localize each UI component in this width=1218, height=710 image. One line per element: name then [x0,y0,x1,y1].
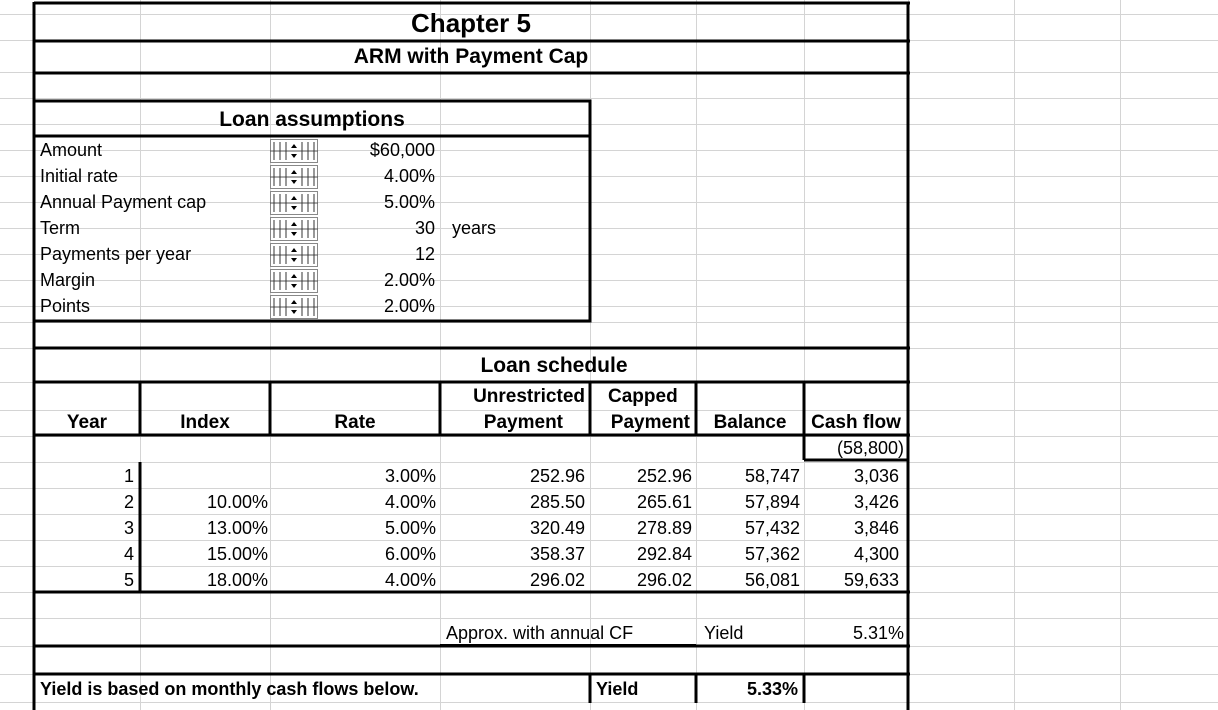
assumption-label: Term [40,218,80,238]
cell-unrestricted[interactable]: 296.02 [529,570,585,590]
col-header-unrestricted-1: Unrestricted [473,386,585,407]
cell-capped[interactable]: 292.84 [636,544,692,564]
cell-balance[interactable]: 57,894 [744,492,800,512]
cell-unrestricted[interactable]: 252.96 [529,466,585,486]
cell-year[interactable]: 2 [123,492,134,512]
cell-capped[interactable]: 296.02 [636,570,692,590]
sheet-subtitle: ARM with Payment Cap [353,45,589,68]
cell-year[interactable]: 1 [123,466,134,486]
assumption-label: Payments per year [40,244,192,264]
cell-balance[interactable]: 57,432 [744,518,800,538]
cell-cashflow[interactable]: 3,426 [853,492,899,512]
sheet-title: Chapter 5 [411,8,531,38]
cell-year[interactable]: 3 [123,518,134,538]
spinner-margin[interactable] [270,269,318,293]
assumption-label: Annual Payment cap [40,192,207,212]
cell-rate[interactable]: 4.00% [384,570,436,590]
assumption-unit: years [452,218,497,238]
cell-capped[interactable]: 278.89 [636,518,692,538]
annual-yield-label: Yield [704,623,744,643]
col-header-balance: Balance [713,412,787,433]
col-header-capped-2: Payment [610,412,690,433]
assumption-value[interactable]: 12 [414,244,435,264]
spinner-initial-rate[interactable] [270,165,318,189]
cell-index[interactable]: 18.00% [206,570,268,590]
cell-rate[interactable]: 3.00% [384,466,436,486]
col-header-capped-1: Capped [608,386,678,407]
col-header-index: Index [180,412,230,433]
cell-unrestricted[interactable]: 320.49 [529,518,585,538]
assumption-value[interactable]: 4.00% [383,166,435,186]
spinner-payment-cap[interactable] [270,191,318,215]
cell-index[interactable]: 10.00% [206,492,268,512]
assumptions-header: Loan assumptions [219,108,405,131]
assumption-label: Initial rate [40,166,119,186]
cell-year[interactable]: 4 [123,544,134,564]
assumption-value[interactable]: 5.00% [383,192,435,212]
assumption-label: Points [40,296,91,316]
assumption-value[interactable]: 30 [414,218,435,238]
monthly-yield-label: Yield [596,679,639,699]
cell-year[interactable]: 5 [123,570,134,590]
cell-capped[interactable]: 265.61 [636,492,692,512]
cell-index[interactable]: 13.00% [206,518,268,538]
spinner-amount[interactable] [270,139,318,163]
cell-balance[interactable]: 57,362 [744,544,800,564]
cell-cashflow[interactable]: 59,633 [843,570,899,590]
cell-cashflow[interactable]: 3,036 [853,466,899,486]
approx-label: Approx. with annual CF [446,623,634,643]
annual-yield-value[interactable]: 5.31% [852,623,904,643]
assumption-label: Margin [40,270,96,290]
col-header-cashflow: Cash flow [811,412,901,433]
schedule-header: Loan schedule [480,354,628,377]
cell-capped[interactable]: 252.96 [636,466,692,486]
cell-unrestricted[interactable]: 285.50 [529,492,585,512]
spinner-payments-per-year[interactable] [270,243,318,267]
spinner-term[interactable] [270,217,318,241]
col-header-rate: Rate [334,412,376,433]
assumption-label: Amount [40,140,103,160]
monthly-yield-value[interactable]: 5.33% [746,679,798,699]
cell-balance[interactable]: 58,747 [744,466,800,486]
cell-unrestricted[interactable]: 358.37 [529,544,585,564]
cell-cashflow[interactable]: 3,846 [853,518,899,538]
monthly-note: Yield is based on monthly cash flows below. [40,679,419,699]
cell-rate[interactable]: 4.00% [384,492,436,512]
cell-balance[interactable]: 56,081 [744,570,800,590]
cell-index[interactable]: 15.00% [206,544,268,564]
col-header-year: Year [66,412,108,433]
initial-cashflow[interactable]: (58,800) [836,438,904,458]
col-header-unrestricted-2: Payment [483,412,563,433]
cell-cashflow[interactable]: 4,300 [853,544,899,564]
cell-rate[interactable]: 6.00% [384,544,436,564]
assumption-value[interactable]: 2.00% [383,296,435,316]
assumption-value[interactable]: $60,000 [369,140,435,160]
spinner-points[interactable] [270,295,318,319]
cell-rate[interactable]: 5.00% [384,518,436,538]
assumption-value[interactable]: 2.00% [383,270,435,290]
